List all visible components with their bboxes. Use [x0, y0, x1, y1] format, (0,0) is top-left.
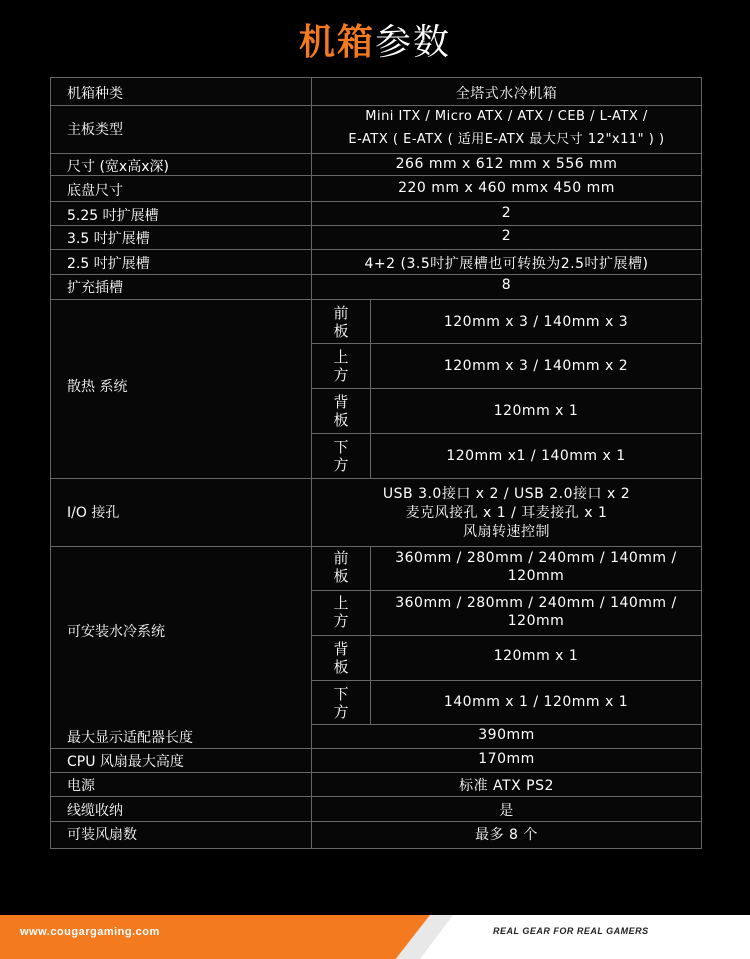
- value-bay-525: 2: [501, 205, 512, 221]
- value-io-line2: 麦克风接孔 x 1 / 耳麦接孔 x 1: [405, 505, 608, 521]
- value-case-type: 全塔式水冷机箱: [455, 86, 558, 102]
- value-io-line3: 风扇转速控制: [463, 524, 550, 540]
- cooling-pos-rear: 背 板: [333, 393, 349, 429]
- title-highlight: 机箱: [298, 22, 375, 63]
- value-expansion-slots: 8: [501, 277, 512, 293]
- label-chassis-size: 底盘尺寸: [67, 183, 123, 199]
- footer-url-link[interactable]: www.cougargaming.com: [20, 926, 160, 938]
- value-cpu-cooler: 170mm: [478, 751, 535, 767]
- value-bay-25: 4+2 (3.5吋扩展槽也可转换为2.5吋扩展槽): [364, 256, 649, 272]
- wc-value-top-line1: 360mm / 280mm / 240mm / 140mm /: [395, 595, 677, 611]
- label-bay-525: 5.25 吋扩展槽: [67, 208, 159, 224]
- wc-pos-bottom: 下 方: [333, 685, 349, 721]
- wc-pos-top: 上 方: [333, 594, 349, 630]
- cooling-value-front: 120mm x 3 / 140mm x 3: [443, 314, 629, 330]
- label-watercooling: 可安装水冷系统: [67, 624, 165, 640]
- label-io: I/O 接孔: [67, 505, 120, 521]
- wc-pos-front: 前 板: [333, 549, 349, 585]
- wc-pos-rear: 背 板: [333, 640, 349, 676]
- label-cable-mgmt: 线缆收纳: [67, 803, 123, 819]
- label-fan-count: 可装风扇数: [67, 827, 137, 843]
- cooling-value-rear: 120mm x 1: [493, 403, 579, 419]
- page-title: [0, 18, 750, 68]
- label-cooling: 散热 系统: [67, 379, 128, 395]
- cooling-value-bottom: 120mm x1 / 140mm x 1: [446, 448, 626, 464]
- wc-value-bottom: 140mm x 1 / 120mm x 1: [443, 694, 629, 710]
- cooling-value-top: 120mm x 3 / 140mm x 2: [443, 358, 629, 374]
- cooling-pos-top: 上 方: [333, 348, 349, 384]
- value-bay-35: 2: [501, 228, 512, 244]
- title-rest: 参数: [375, 22, 452, 63]
- wc-value-top-line2: 120mm: [507, 613, 565, 629]
- label-dimensions: 尺寸 (宽x高x深): [67, 159, 169, 175]
- label-expansion-slots: 扩充插槽: [67, 280, 123, 296]
- footer-white-panel: [420, 915, 750, 959]
- value-cable-mgmt: 是: [499, 803, 514, 819]
- value-mb-type-line2: E-ATX ( E-ATX ( 适用E-ATX 最大尺寸 12"x11" ) ): [348, 132, 665, 147]
- label-cpu-cooler: CPU 风扇最大高度: [67, 754, 184, 770]
- wc-value-front-line1: 360mm / 280mm / 240mm / 140mm /: [395, 550, 677, 566]
- wc-value-front-line2: 120mm: [507, 568, 565, 584]
- cooling-pos-bottom: 下 方: [333, 438, 349, 474]
- label-bay-35: 3.5 吋扩展槽: [67, 231, 150, 247]
- value-gpu-length: 390mm: [478, 727, 535, 743]
- footer-slogan: REAL GEAR FOR REAL GAMERS: [493, 926, 649, 936]
- wc-value-rear: 120mm x 1: [493, 648, 579, 664]
- value-psu: 标准 ATX PS2: [459, 778, 554, 794]
- label-case-type: 机箱种类: [67, 86, 123, 102]
- value-dimensions: 266 mm x 612 mm x 556 mm: [395, 156, 618, 172]
- label-bay-25: 2.5 吋扩展槽: [67, 256, 150, 272]
- value-chassis-size: 220 mm x 460 mmx 450 mm: [398, 180, 615, 196]
- label-mb-type: 主板类型: [67, 122, 123, 138]
- label-gpu-length: 最大显示适配器长度: [67, 730, 193, 746]
- value-fan-count: 最多 8 个: [475, 827, 538, 843]
- spec-table: [50, 77, 702, 849]
- value-mb-type-line1: Mini ITX / Micro ATX / ATX / CEB / L-ATX /: [365, 109, 648, 124]
- label-psu: 电源: [67, 778, 95, 794]
- value-io-line1: USB 3.0接口 x 2 / USB 2.0接口 x 2: [382, 486, 631, 502]
- cooling-pos-front: 前 板: [333, 304, 349, 340]
